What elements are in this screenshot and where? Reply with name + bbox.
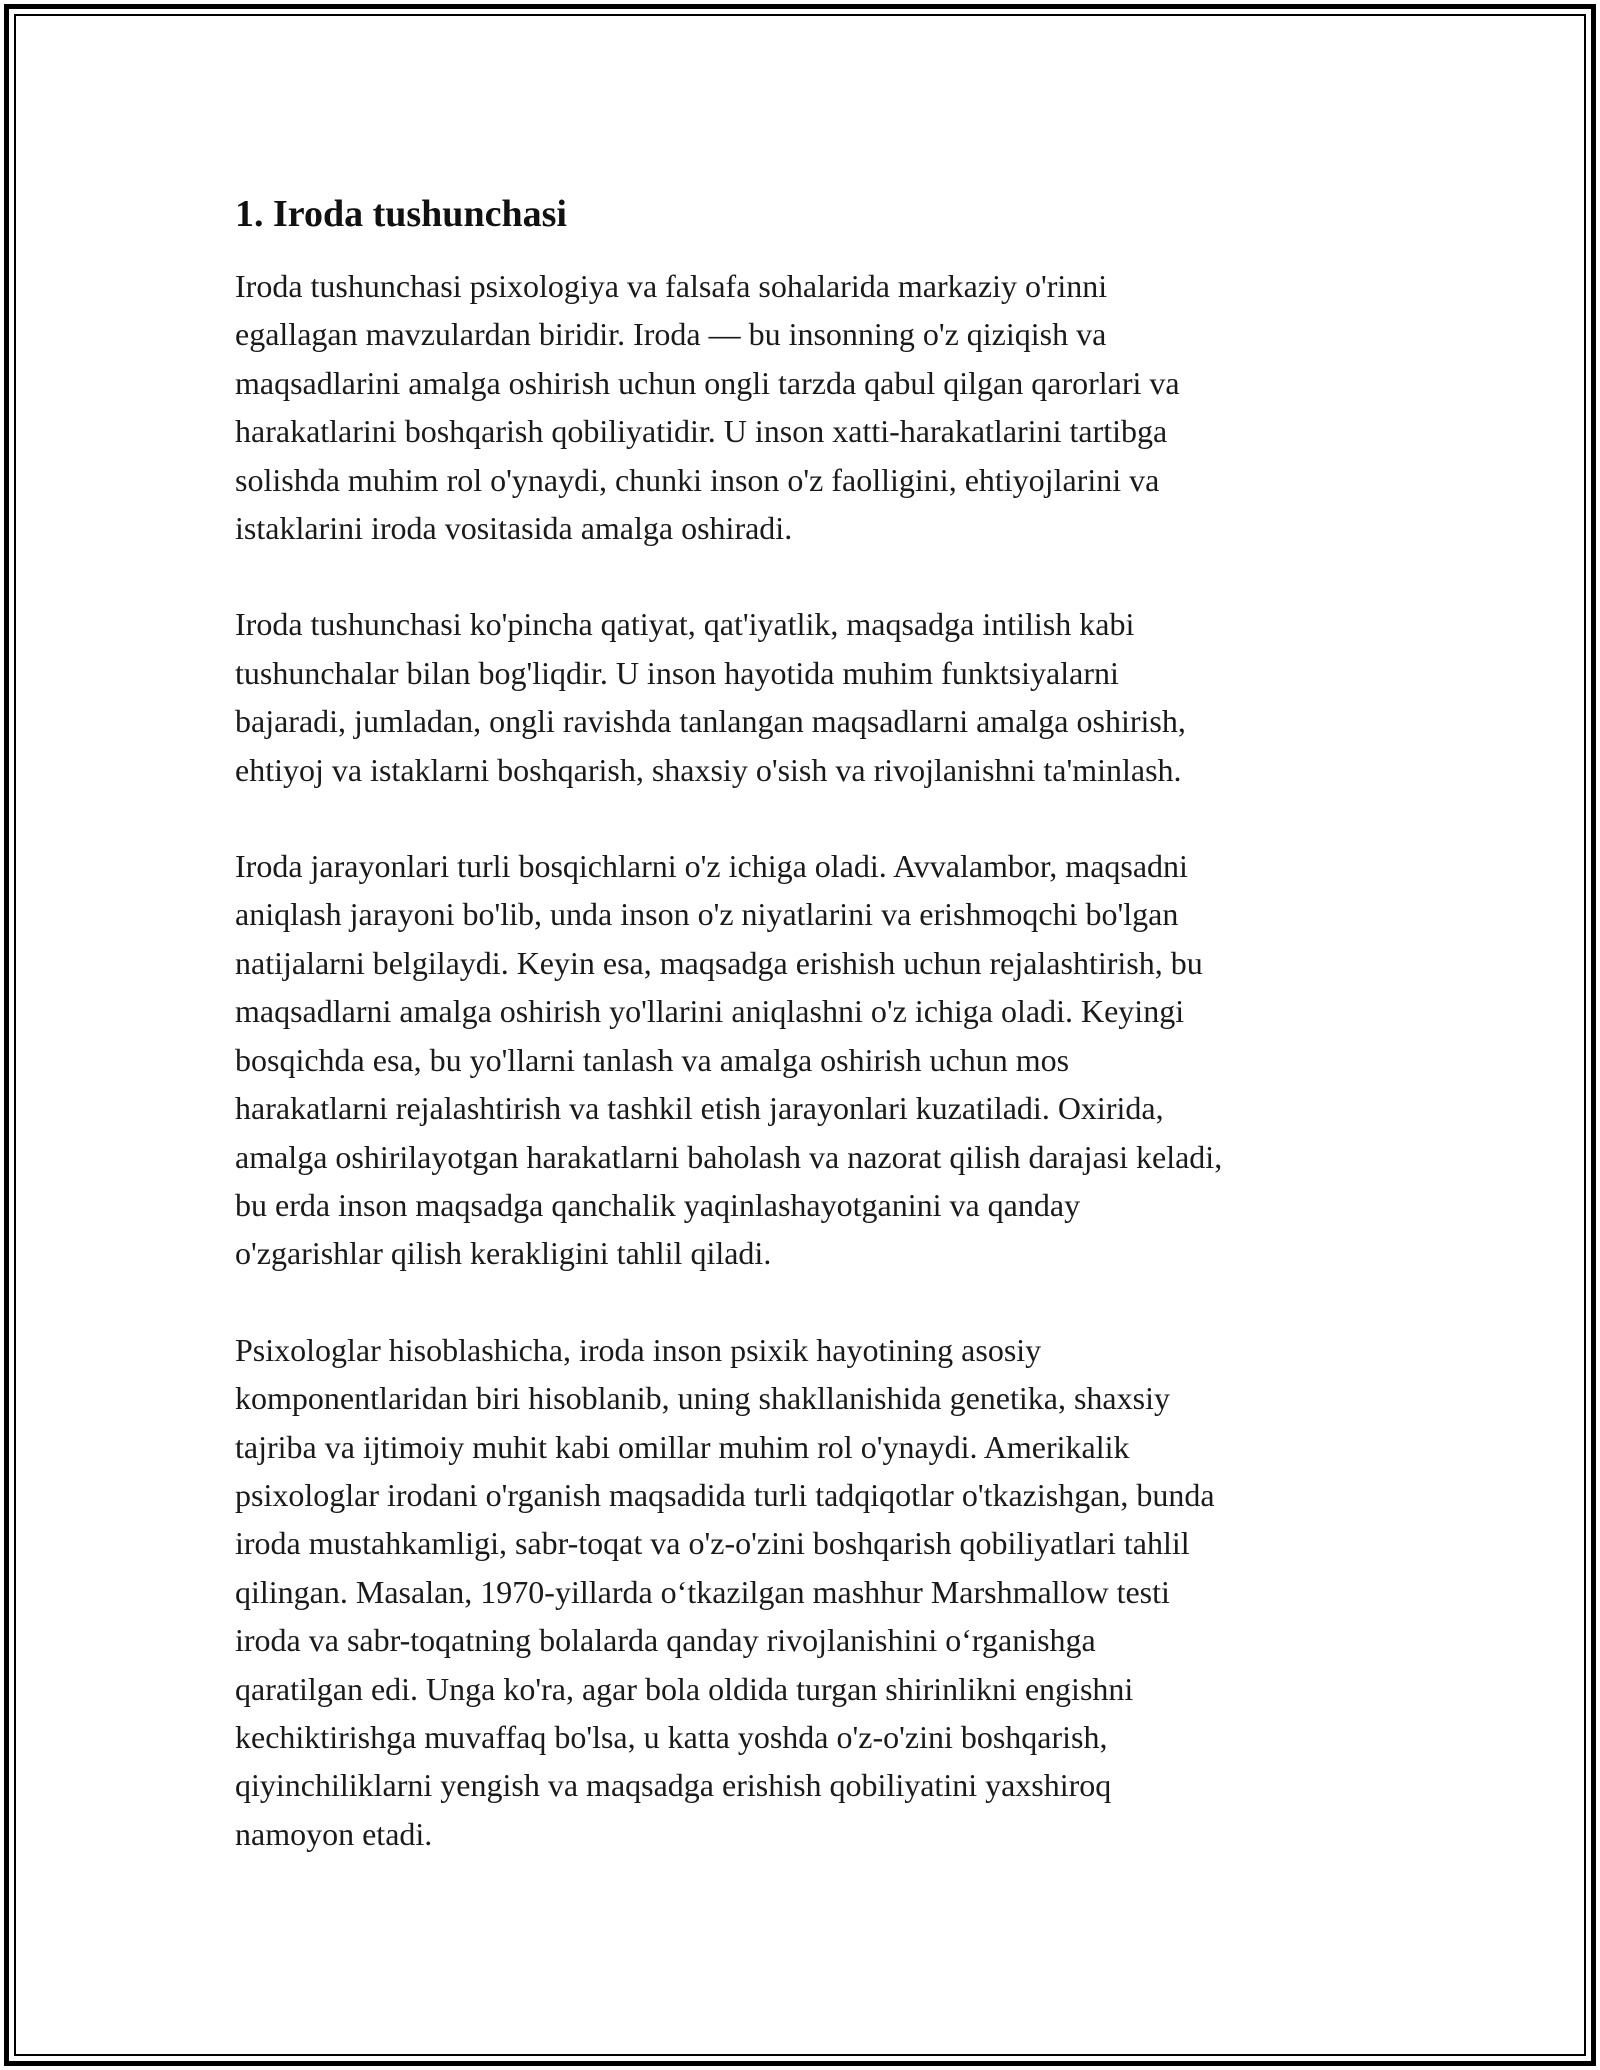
document-body (235, 186, 1375, 1906)
paragraph-2: Iroda tushunchasi ko'pincha qatiyat, qat'iyatlik, maqsadga intilish kabi tushunchalar bilan bog'liqdir. U inson hayotida muhim funktsiyalarni bajaradi, jumladan, ongli ravishda tanlangan maqsadlarni amalga oshirish, ehtiyoj va istaklarni boshqarish, shaxsiy o'sish va rivojlanishni ta'minlash. (235, 606, 1186, 788)
paragraph-1: Iroda tushunchasi psixologiya va falsafa sohalarida markaziy o'rinni egallagan mavzulardan biridir. Iroda — bu insonning o'z qiziqish va maqsadlarini amalga oshirish uchun ongli tarzda qabul qilgan qarorlari va harakatlarini boshqarish qobiliyatidir. U inson xatti-harakatlarini tartibga solishda muhim rol o'ynaydi, chunki inson o'z faolligini, ehtiyojlarini va istaklarini iroda vositasida amalga oshiradi. (235, 268, 1180, 547)
paragraph-4: Psixologlar hisoblashicha, iroda inson psixik hayotining asosiy komponentlaridan biri hisoblanib, uning shakllanishida genetika, shaxsiy tajriba va ijtimoiy muhit kabi omillar muhim rol o'ynaydi. Amerikalik psixologlar irodani o'rganish maqsadida turli tadqiqotlar o'tkazishgan, bunda iroda mustahkamligi, sabr-toqat va o'z-o'zini boshqarish qobiliyatlari tahlil qilingan. Masalan, 1970-yillarda o‘tkazilgan mashhur Marshmallow testi iroda va sabr-toqatning bolalarda qanday rivojlanishini o‘rganishga qaratilgan edi. Unga ko'ra, agar bola oldida turgan shirinlikni engishni kechiktirishga muvaffaq bo'lsa, u katta yoshda o'z-o'zini boshqarish, qiyinchiliklarni yengish va maqsadga erishish qobiliyatini yaxshiroq namoyon etadi. (235, 1331, 1215, 1852)
section-heading: 1. Iroda tushunchasi (235, 193, 567, 235)
paragraph-3: Iroda jarayonlari turli bosqichlarni o'z ichiga oladi. Avvalambor, maqsadni aniqlash jarayoni bo'lib, unda inson o'z niyatlarini va erishmoqchi bo'lgan natijalarni belgilaydi. Keyin esa, maqsadga erishish uchun rejalashtirish, bu maqsadlarni amalga oshirish yo'llarini aniqlashni o'z ichiga oladi. Keyingi bosqichda esa, bu yo'llarni tanlash va amalga oshirish uchun mos harakatlarni rejalashtirish va tashkil etish jarayonlari kuzatiladi. Oxirida, amalga oshirilayotgan harakatlarni baholash va nazorat qilish darajasi keladi, bu erda inson maqsadga qanchalik yaqinlashayotganini va qanday o'zgarishlar qilish kerakligini tahlil qiladi. (235, 848, 1223, 1272)
